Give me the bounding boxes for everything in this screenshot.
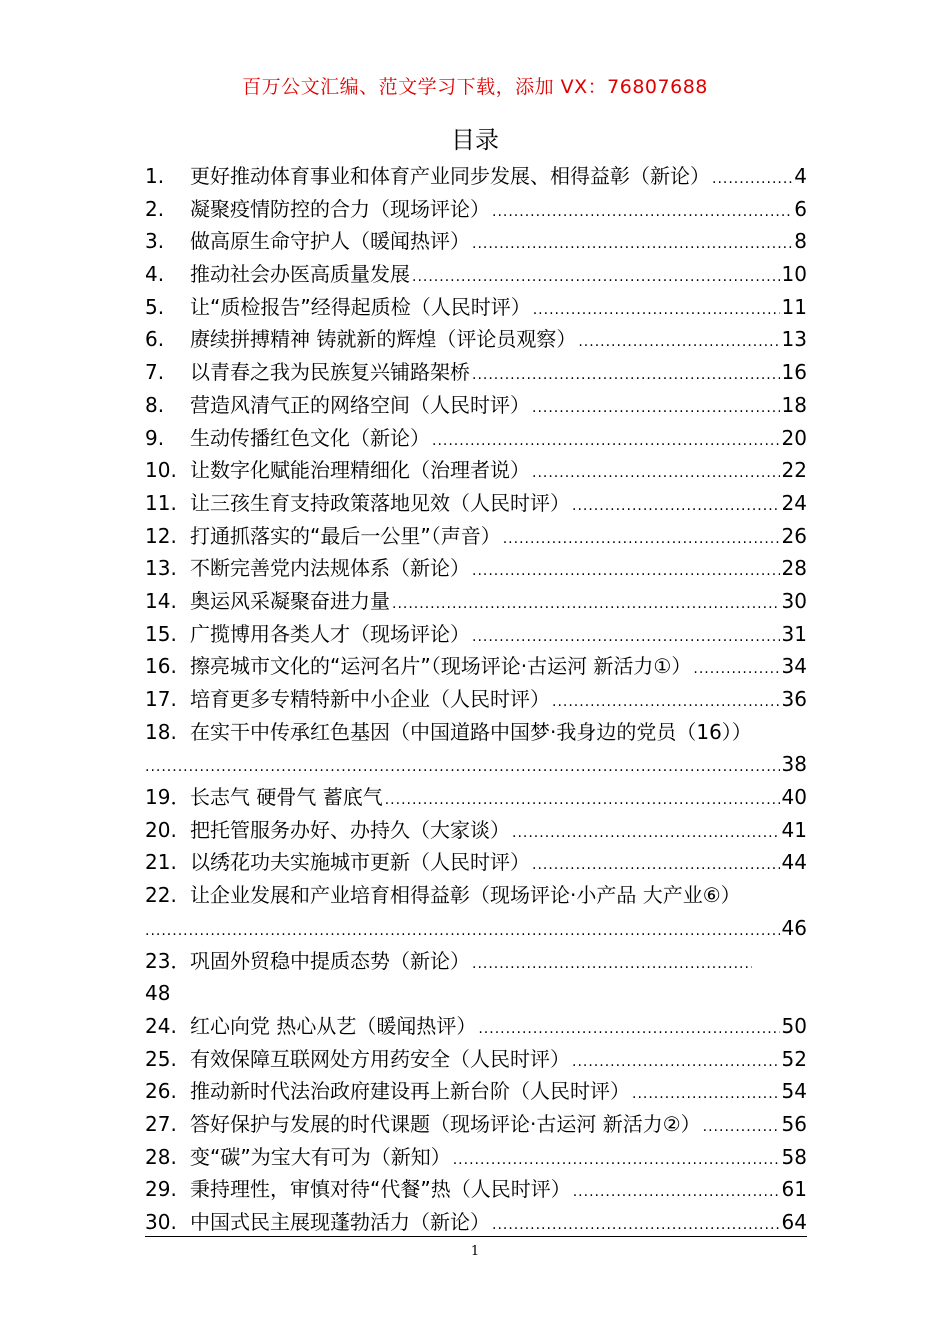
dot-leader	[533, 294, 780, 327]
toc-entry-page: 28	[781, 556, 807, 581]
dot-leader	[712, 163, 792, 196]
toc-entry-number: 6.	[145, 327, 165, 352]
dot-leader	[532, 457, 780, 490]
toc-entry-number: 13.	[145, 556, 177, 581]
toc-entry-page: 24	[781, 490, 807, 515]
dot-leader	[478, 1013, 779, 1046]
toc-entry-page: 6	[794, 196, 807, 221]
toc-entry-title: 红心向党 热心从艺（暖闻热评）	[190, 1013, 477, 1038]
dot-leader	[572, 490, 780, 523]
toc-entry-title: 赓续拼搏精神 铸就新的辉煌（评论员观察）	[190, 327, 577, 352]
toc-entry-number: 4.	[145, 262, 165, 287]
toc-entry[interactable]	[145, 258, 807, 291]
dot-leader	[573, 1176, 780, 1209]
toc-entry-number: 15.	[145, 621, 177, 646]
dot-leader	[492, 196, 792, 229]
toc-entry-page: 36	[781, 687, 807, 711]
toc-entry[interactable]	[145, 193, 807, 226]
toc-entry-title: 答好保护与发展的时代课题（现场评论·古运河 新活力②）	[190, 1111, 701, 1136]
toc-entry-title: 变“碳”为宝大有可为（新知）	[190, 1144, 451, 1169]
toc-entry-page: 52	[781, 1046, 807, 1071]
toc-entry-page: 44	[781, 850, 807, 875]
toc-entry-page: 11	[781, 294, 807, 319]
toc-entry-number: 3.	[145, 229, 165, 254]
toc-entry-page: 41	[781, 817, 807, 842]
dot-leader	[472, 359, 780, 392]
toc-entry[interactable]	[145, 552, 807, 585]
toc-entry-number: 23．	[145, 948, 191, 973]
toc-entry-title: 营造风清气正的网络空间（人民时评）	[190, 392, 530, 417]
toc-entry-title: 奥运风采凝聚奋进力量	[190, 588, 390, 613]
dot-leader	[472, 621, 780, 654]
toc-entry-page: 40	[781, 785, 807, 810]
toc-entry-number: 18.	[145, 719, 177, 744]
toc-entry-number: 16.	[145, 654, 177, 679]
toc-entry-page: 48	[145, 981, 171, 1006]
toc-entry[interactable]	[145, 618, 807, 651]
toc-entry[interactable]	[145, 1173, 807, 1206]
toc-entry-title: 巩固外贸稳中提质态势（新论）	[190, 948, 470, 973]
toc-entry-number: 9.	[145, 425, 165, 450]
toc-entry-title: 以绣花功夫实施城市更新（人民时评）	[190, 850, 530, 875]
toc-entry-title: 培育更多专精特新中小企业（人民时评）	[190, 687, 550, 711]
toc-entry-page: 20	[781, 425, 807, 450]
toc-entry-title: 更好推动体育事业和体育产业同步发展、相得益彰（新论）	[190, 164, 710, 188]
toc-entry-continuation[interactable]	[145, 912, 807, 945]
toc-entry-title: 不断完善党内法规体系（新论）	[190, 556, 470, 581]
dot-leader	[472, 555, 780, 588]
dot-leader	[412, 261, 780, 294]
dot-leader	[385, 784, 780, 817]
toc-entry-page: 58	[781, 1144, 807, 1169]
toc-entry-title: 长志气 硬骨气 蓄底气	[190, 785, 383, 810]
toc-entry[interactable]	[145, 1043, 807, 1076]
toc-entry-number: 25.	[145, 1046, 177, 1071]
toc-entry-page: 31	[781, 621, 807, 646]
toc-entry-number: 20.	[145, 817, 177, 842]
toc-entry-number: 27.	[145, 1111, 177, 1136]
dot-leader	[693, 653, 779, 686]
toc-entry[interactable]	[145, 487, 807, 520]
toc-entry-title: 生动传播红色文化（新论）	[190, 425, 430, 450]
dot-leader	[145, 751, 780, 784]
page-number: 1	[470, 1244, 480, 1259]
dot-leader	[552, 686, 780, 719]
toc-entry-title: 凝聚疫情防控的合力（现场评论）	[190, 196, 490, 221]
toc-entry-number: 7.	[145, 360, 165, 385]
toc-entry-title: 打通抓落实的“最后一公里”（声音）	[190, 523, 501, 548]
toc-entry-number: 11.	[145, 490, 177, 515]
toc-entry-page: 61	[781, 1177, 807, 1202]
toc-entry[interactable]	[145, 683, 807, 716]
dot-leader	[453, 1144, 780, 1177]
dot-leader	[578, 326, 779, 359]
toc-entry-page: 4	[794, 164, 807, 188]
toc-entry-title: 做高原生命守护人（暖闻热评）	[190, 229, 470, 254]
toc-entry-number: 29.	[145, 1177, 177, 1202]
toc-entry[interactable]	[145, 225, 807, 258]
toc-entry-number: 5.	[145, 294, 165, 319]
toc-entry-page: 54	[781, 1079, 807, 1104]
toc-entry-page: 16	[781, 360, 807, 385]
toc-entry[interactable]	[145, 716, 807, 749]
toc-entry-title: 让“质检报告”经得起质检（人民时评）	[190, 294, 531, 319]
toc-entry-number: 8.	[145, 392, 165, 417]
toc-entry[interactable]	[145, 945, 807, 978]
toc-entry-number: 2.	[145, 196, 165, 221]
dot-leader	[512, 817, 780, 850]
header-banner: 百万公文汇编、范文学习下载，添加 VX：76807688	[242, 76, 708, 98]
toc-entry-title: 有效保障互联网处方用药安全（人民时评）	[190, 1046, 570, 1071]
toc-entry-number: 14.	[145, 588, 177, 613]
toc-entry[interactable]	[145, 781, 807, 814]
toc-entry-title: 以青春之我为民族复兴铺路架桥	[190, 360, 470, 385]
dot-leader	[572, 1046, 780, 1079]
dot-leader	[703, 1111, 780, 1144]
toc-entry-page: 46	[781, 915, 807, 940]
toc-entry[interactable]	[145, 454, 807, 487]
toc-entry[interactable]	[145, 422, 807, 455]
dot-leader	[145, 915, 780, 948]
toc-entry-page: 22	[781, 458, 807, 483]
dot-leader	[472, 948, 752, 981]
dot-leader	[532, 849, 780, 882]
table-of-contents	[145, 160, 807, 1239]
toc-entry[interactable]	[145, 1206, 807, 1239]
toc-entry-number: 12.	[145, 523, 177, 548]
toc-entry[interactable]	[145, 1075, 807, 1108]
toc-entry[interactable]	[145, 879, 807, 912]
toc-entry-title: 在实干中传承红色基因（中国道路中国梦·我身边的党员（16））	[190, 719, 752, 744]
dot-leader	[632, 1078, 780, 1111]
toc-entry-page: 30	[781, 588, 807, 613]
toc-entry[interactable]	[145, 1141, 807, 1174]
dot-leader	[472, 228, 792, 261]
toc-entry-number: 30.	[145, 1210, 177, 1234]
dot-leader	[392, 588, 780, 621]
toc-entry-title: 秉持理性，审慎对待“代餐”热（人民时评）	[190, 1177, 571, 1202]
toc-entry-page: 26	[781, 523, 807, 548]
toc-entry[interactable]	[145, 650, 807, 683]
toc-entry-page: 50	[781, 1013, 807, 1038]
toc-entry[interactable]	[145, 520, 807, 553]
toc-entry-page: 38	[781, 752, 807, 777]
toc-entry-continuation[interactable]	[145, 748, 807, 781]
toc-entry[interactable]	[145, 846, 807, 879]
toc-entry-page: 34	[781, 654, 807, 679]
toc-entry[interactable]	[145, 389, 807, 422]
toc-entry-title: 让企业发展和产业培育相得益彰（现场评论·小产品 大产业⑥）	[190, 883, 741, 908]
toc-entry[interactable]	[145, 323, 807, 356]
dot-leader	[503, 523, 780, 556]
toc-entry-title: 把托管服务办好、办持久（大家谈）	[190, 817, 510, 842]
toc-entry-number: 17.	[145, 687, 177, 711]
toc-entry-title: 中国式民主展现蓬勃活力（新论）	[190, 1210, 490, 1234]
toc-entry-title: 推动社会办医高质量发展	[190, 262, 410, 287]
footer-divider	[145, 1236, 807, 1237]
toc-entry-title: 让三孩生育支持政策落地见效（人民时评）	[190, 490, 570, 515]
toc-entry-page: 13	[781, 327, 807, 352]
toc-entry-title: 让数字化赋能治理精细化（治理者说）	[190, 458, 530, 483]
toc-entry-title: 推动新时代法治政府建设再上新台阶（人民时评）	[190, 1079, 630, 1104]
toc-entry[interactable]	[145, 291, 807, 324]
toc-entry[interactable]	[145, 814, 807, 847]
toc-entry-number: 24.	[145, 1013, 177, 1038]
toc-entry-title: 广揽博用各类人才（现场评论）	[190, 621, 470, 646]
toc-entry-page: 64	[781, 1210, 807, 1234]
dot-leader	[432, 425, 780, 458]
dot-leader	[532, 392, 780, 425]
toc-entry[interactable]	[145, 356, 807, 389]
toc-entry-number: 21.	[145, 850, 177, 875]
toc-entry-page: 18	[781, 392, 807, 417]
toc-entry-title: 擦亮城市文化的“运河名片”（现场评论·古运河 新活力①）	[190, 654, 692, 679]
toc-entry-number: 10.	[145, 458, 177, 483]
toc-entry-number: 26.	[145, 1079, 177, 1104]
toc-entry-page: 8	[794, 229, 807, 254]
toc-entry-number: 19．	[145, 785, 191, 810]
toc-entry-number: 28.	[145, 1144, 177, 1169]
toc-entry[interactable]	[145, 160, 807, 193]
toc-entry[interactable]	[145, 585, 807, 618]
toc-entry-number: 1.	[145, 164, 165, 188]
toc-entry-page: 10	[781, 262, 807, 287]
toc-entry-continuation[interactable]	[145, 977, 807, 1010]
toc-entry[interactable]	[145, 1108, 807, 1141]
toc-entry[interactable]	[145, 1010, 807, 1043]
page-title: 目录	[451, 126, 499, 154]
toc-entry-number: 22.	[145, 883, 177, 908]
toc-entry-page: 56	[781, 1111, 807, 1136]
